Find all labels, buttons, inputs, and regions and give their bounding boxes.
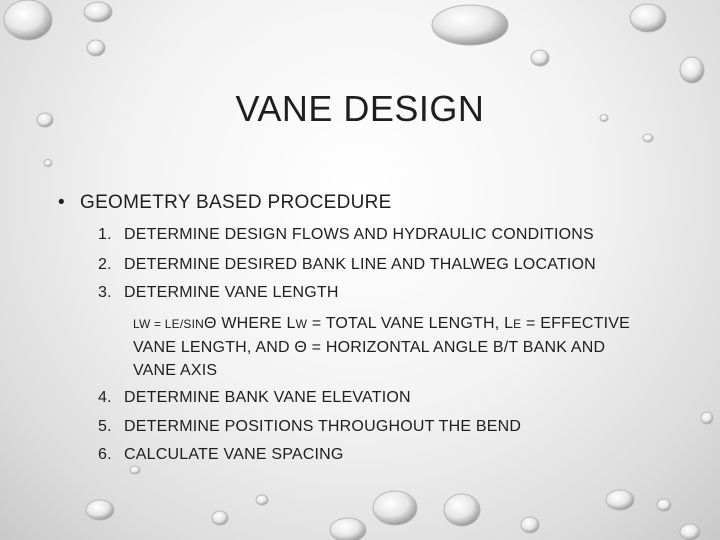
formula-lw-l: L xyxy=(133,317,139,331)
step-text: DETERMINE DESIRED BANK LINE AND THALWEG LOCATION xyxy=(124,256,596,273)
bullet-text: GEOMETRY BASED PROCEDURE xyxy=(80,192,392,213)
formula-angle: = HORIZONTAL ANGLE B/T BANK AND VANE AXIS xyxy=(133,339,606,379)
formula-lw-sub: W xyxy=(138,317,151,331)
formula-total: = TOTAL VANE LENGTH, L xyxy=(307,315,514,332)
formula-effective: = EFFECTIVE VANE LENGTH, AND xyxy=(133,315,631,356)
formula-theta-2: Θ xyxy=(294,339,308,356)
step-text: DETERMINE DESIGN FLOWS AND HYDRAULIC CONDITIONS xyxy=(124,226,594,243)
formula-sin: /SIN xyxy=(179,317,205,331)
formula-where: WHERE L xyxy=(216,315,296,332)
step-item xyxy=(98,256,596,274)
step-number: 5. xyxy=(98,418,112,435)
step-number: 4. xyxy=(98,389,112,406)
step-item xyxy=(98,284,339,302)
formula-le-sub-2: E xyxy=(513,317,522,331)
step-item xyxy=(98,226,594,244)
formula-theta: Θ xyxy=(204,315,217,332)
step-number: 3. xyxy=(98,284,112,301)
vane-length-formula xyxy=(133,312,653,382)
step-text: DETERMINE POSITIONS THROUGHOUT THE BEND xyxy=(124,418,522,435)
step-text: DETERMINE BANK VANE ELEVATION xyxy=(124,389,411,406)
formula-lw-sub-2: W xyxy=(295,317,308,331)
step-item xyxy=(98,389,411,407)
bullet-marker: • xyxy=(58,192,65,213)
step-number: 1. xyxy=(98,226,112,243)
step-item xyxy=(98,446,344,464)
slide-title: VANE DESIGN xyxy=(235,88,485,129)
step-number: 6. xyxy=(98,446,112,463)
formula-le-sub: E xyxy=(171,317,180,331)
step-number: 2. xyxy=(98,256,112,273)
step-text: DETERMINE VANE LENGTH xyxy=(124,284,339,301)
formula-eq: = L xyxy=(150,317,172,331)
step-text: CALCULATE VANE SPACING xyxy=(124,446,344,463)
main-bullet xyxy=(58,192,392,214)
step-item xyxy=(98,418,521,436)
